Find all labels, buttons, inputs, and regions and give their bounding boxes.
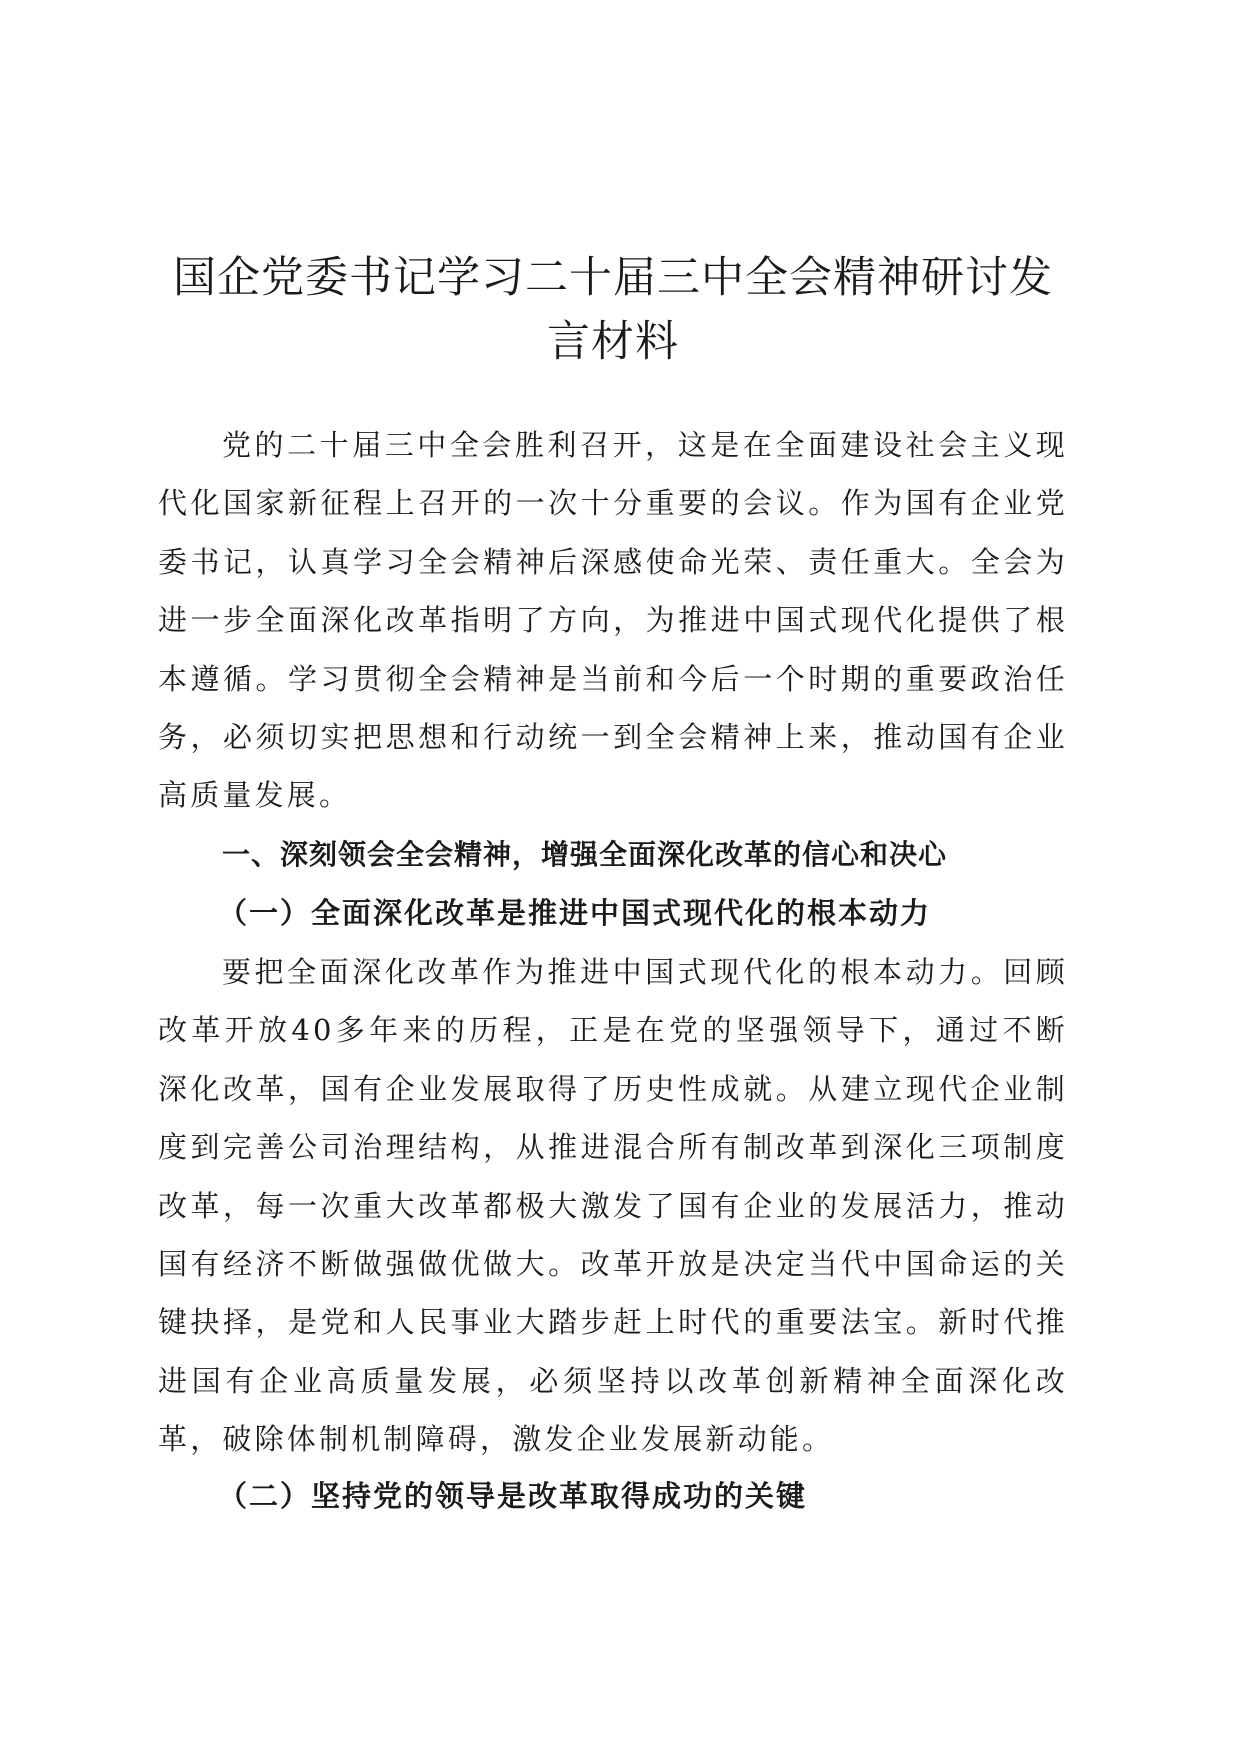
subsection-2-heading: （二）坚持党的领导是改革取得成功的关键 bbox=[218, 1479, 808, 1513]
subsection-1-heading: （一）全面深化改革是推进中国式现代化的根本动力 bbox=[218, 896, 932, 930]
intro-paragraph: 党的二十届三中全会胜利召开，这是在全面建设社会主义现代化国家新征程上召开的一次十分重要的会议。作为国有企业党委书记，认真学习全会精神后深感使命光荣、责任重大。全会为进一步全面深化改革指明了方向，为推进中国式现代化提供了根本遵循。学习贯彻全会精神是当前和今后一个时期的重要政治任务，必须切实把思想和行动统一到全会精神上来，推动国有企业高质量发展。 bbox=[158, 428, 1068, 813]
subsection-1-paragraph: 要把全面深化改革作为推进中国式现代化的根本动力。回顾改革开放40多年来的历程，正是在党的坚强领导下，通过不断深化改革，国有企业发展取得了历史性成就。从建立现代企业制度到完善公司治理结构，从推进混合所有制改革到深化三项制度改革，每一次重大改革都极大激发了国有企业的发展活力，推动国有经济不断做强做优做大。改革开放是决定当代中国命运的关键抉择，是党和人民事业大踏步赶上时代的重要法宝。新时代推进国有企业高质量发展，必须坚持以改革创新精神全面深化改革，破除体制机制障碍，激发企业发展新动能。 bbox=[158, 955, 1068, 1457]
document-title: 国企党委书记学习二十届三中全会精神研讨发言材料 bbox=[173, 253, 1053, 367]
section-1-heading: 一、深刻领会全会精神，增强全面深化改革的信心和决心 bbox=[222, 838, 948, 871]
